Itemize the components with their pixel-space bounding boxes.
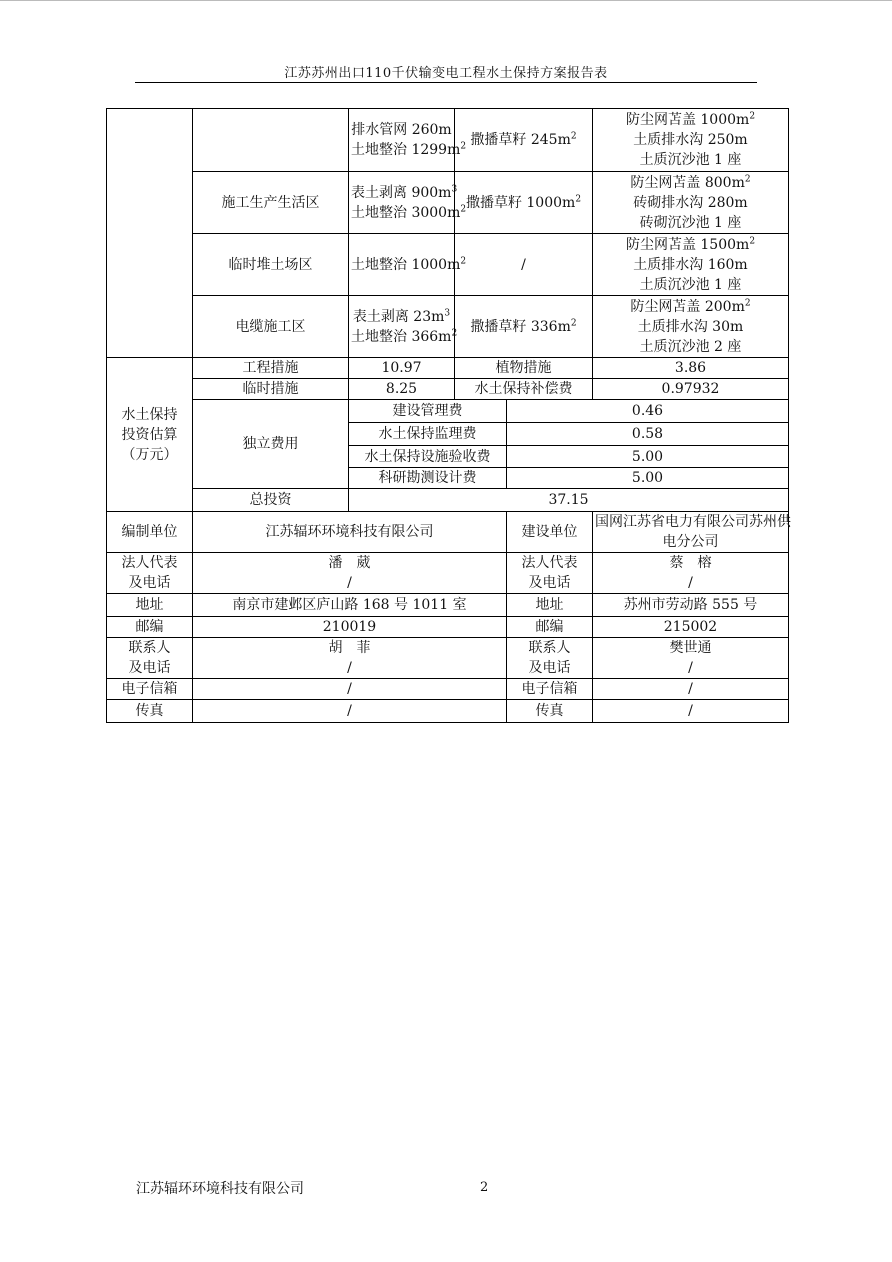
total-investment-label: 总投资: [193, 489, 349, 512]
measure-row: [107, 109, 789, 172]
vegetation-cost-label: 植物措施: [455, 358, 593, 379]
page-number: 2: [480, 1180, 489, 1195]
engineering-cost-value: 10.97: [349, 358, 455, 379]
fax-row: [107, 700, 789, 723]
vegetation-measures-cell: 撒播草籽 $245m^2$: [455, 109, 593, 172]
soil-conservation-table: [106, 108, 789, 723]
address-label: 地址: [107, 594, 193, 617]
measure-row: [107, 234, 789, 296]
email-label: 电子信箱: [107, 679, 193, 700]
prep-unit-value: 江苏辐环环境科技有限公司: [193, 512, 507, 553]
page-top-border: [0, 0, 892, 1]
engineering-measures-cell: 表土剥离 $900m^3$ 土地整治 $3000m^2$: [349, 172, 455, 234]
temporary-cost-value: 8.25: [349, 379, 455, 400]
zip-label: 邮编: [507, 617, 593, 638]
fax-label: 传真: [507, 700, 593, 723]
independent-cost-row: [107, 400, 789, 423]
vegetation-measures-cell: /: [455, 234, 593, 296]
prep-legal-rep-value: 潘 葳 /: [193, 553, 507, 594]
investment-row-1: [107, 358, 789, 379]
independent-cost-label: 独立费用: [193, 400, 349, 489]
prep-zip-value: 210019: [193, 617, 507, 638]
temporary-measures-cell: 防尘网苫盖 $1500m^2$ 土质排水沟 160m 土质沉沙池 1 座: [593, 234, 789, 296]
address-label: 地址: [507, 594, 593, 617]
zip-label: 邮编: [107, 617, 193, 638]
header-divider: [135, 82, 757, 83]
unit-row: [107, 512, 789, 553]
fax-label: 传真: [107, 700, 193, 723]
build-contact-value: 樊世通 /: [593, 638, 789, 679]
build-unit-label: 建设单位: [507, 512, 593, 553]
temporary-measures-cell: 防尘网苫盖 $1000m^2$ 土质排水沟 250m 土质沉沙池 1 座: [593, 109, 789, 172]
footer-company: 江苏辐环环境科技有限公司: [136, 1181, 304, 1197]
temporary-measures-cell: 防尘网苫盖 $800m^2$ 砖砌排水沟 280m 砖砌沉沙池 1 座: [593, 172, 789, 234]
build-legal-rep-value: 蔡 榕 /: [593, 553, 789, 594]
contact-row: [107, 638, 789, 679]
independent-item-name: 水土保持监理费: [349, 423, 507, 446]
build-zip-value: 215002: [593, 617, 789, 638]
engineering-measures-cell: 排水管网 260m 土地整治 $1299m^2$: [349, 109, 455, 172]
independent-item-name: 建设管理费: [349, 400, 507, 423]
independent-item-value: 5.00: [507, 446, 789, 468]
compensation-fee-label: 水土保持补偿费: [455, 379, 593, 400]
independent-item-name: 科研勘测设计费: [349, 468, 507, 489]
compensation-fee-value: 0.97932: [593, 379, 789, 400]
legal-rep-row: [107, 553, 789, 594]
engineering-cost-label: 工程措施: [193, 358, 349, 379]
email-label: 电子信箱: [507, 679, 593, 700]
prep-email-value: /: [193, 679, 507, 700]
zip-row: [107, 617, 789, 638]
engineering-measures-cell: 土地整治 $1000m^2$: [349, 234, 455, 296]
prep-fax-value: /: [193, 700, 507, 723]
prep-address-value: 南京市建邺区庐山路 168 号 1011 室: [193, 594, 507, 617]
measures-category-cell: [107, 109, 193, 358]
total-investment-row: [107, 489, 789, 512]
independent-item-name: 水土保持设施验收费: [349, 446, 507, 468]
measure-area-cell: [193, 109, 349, 172]
measure-area-cell: 施工生产生活区: [193, 172, 349, 234]
legal-rep-label: 法人代表 及电话: [507, 553, 593, 594]
temporary-measures-cell: 防尘网苫盖 $200m^2$ 土质排水沟 30m 土质沉沙池 2 座: [593, 296, 789, 358]
email-row: [107, 679, 789, 700]
independent-item-value: 5.00: [507, 468, 789, 489]
engineering-measures-cell: 表土剥离 $23m^3$ 土地整治 $366m^2$: [349, 296, 455, 358]
legal-rep-label: 法人代表 及电话: [107, 553, 193, 594]
measure-row: [107, 296, 789, 358]
vegetation-measures-cell: 撒播草籽 $1000m^2$: [455, 172, 593, 234]
address-row: [107, 594, 789, 617]
total-investment-value: 37.15: [349, 489, 789, 512]
build-email-value: /: [593, 679, 789, 700]
independent-item-value: 0.46: [507, 400, 789, 423]
build-fax-value: /: [593, 700, 789, 723]
contact-label: 联系人 及电话: [107, 638, 193, 679]
investment-row-2: [107, 379, 789, 400]
temporary-cost-label: 临时措施: [193, 379, 349, 400]
contact-label: 联系人 及电话: [507, 638, 593, 679]
investment-label-cell: 水土保持 投资估算 （万元）: [107, 358, 193, 512]
build-address-value: 苏州市劳动路 555 号: [593, 594, 789, 617]
prep-unit-label: 编制单位: [107, 512, 193, 553]
measure-area-cell: 电缆施工区: [193, 296, 349, 358]
measure-area-cell: 临时堆土场区: [193, 234, 349, 296]
build-unit-value: 国网江苏省电力有限公司苏州供 电分公司: [593, 512, 789, 553]
vegetation-cost-value: 3.86: [593, 358, 789, 379]
page-header-title: 江苏苏州出口110千伏输变电工程水土保持方案报告表: [284, 66, 608, 81]
vegetation-measures-cell: 撒播草籽 $336m^2$: [455, 296, 593, 358]
measure-row: [107, 172, 789, 234]
independent-item-value: 0.58: [507, 423, 789, 446]
prep-contact-value: 胡 菲 /: [193, 638, 507, 679]
